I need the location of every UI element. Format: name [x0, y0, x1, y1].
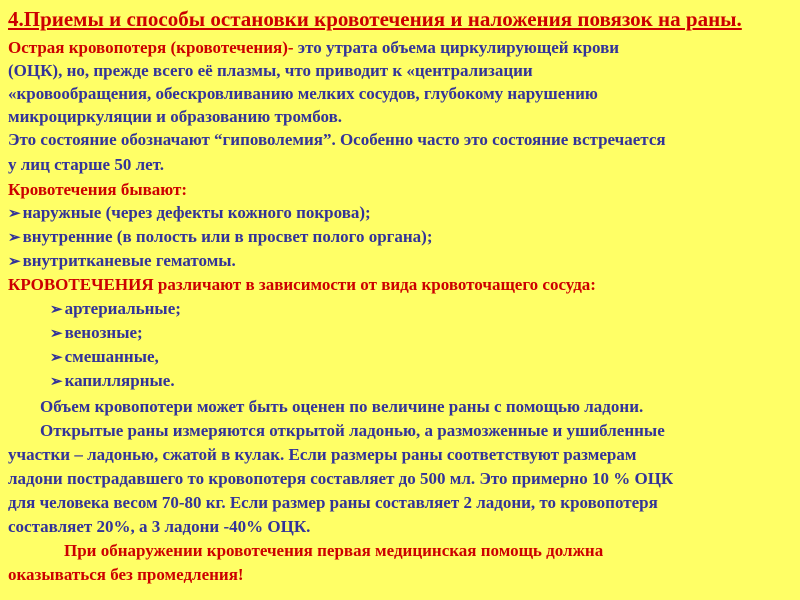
hypovolemia-line-1: Это состояние обозначают “гиповолемия”. Особенно часто это состояние встречается: [8, 130, 666, 149]
bleeding-type-item: [8, 227, 433, 248]
first-aid-line-1: При обнаружении кровотечения первая медицинская помощь должна: [64, 541, 604, 560]
vessel-types-heading-rest: в зависимости от вида кровоточащего сосуда:: [241, 275, 596, 294]
arrow-bullet-icon: ➢: [8, 254, 21, 270]
definition-term: Острая кровопотеря (кровотечения)-: [8, 38, 294, 57]
vessel-type-item: [50, 371, 175, 392]
vessel-type-item: [50, 323, 143, 344]
vessel-type-label: капиллярные.: [64, 371, 175, 390]
estimation-line-6: составляет 20%, а 3 ладони -40% ОЦК.: [8, 517, 311, 536]
bleeding-type-label: внутритканевые гематомы.: [22, 251, 236, 270]
vessel-types-heading-red: КРОВОТЕЧЕНИЯ различают: [8, 275, 242, 294]
estimation-line-3: участки – ладонью, сжатой в кулак. Если размеры раны соответствуют размерам: [8, 445, 637, 464]
first-aid-line-2: оказываться без промедления!: [8, 565, 244, 584]
definition-line-1: [8, 38, 619, 58]
vessel-type-label: смешанные,: [64, 347, 159, 366]
arrow-bullet-icon: ➢: [50, 302, 63, 318]
hypovolemia-line-2: у лиц старше 50 лет.: [8, 155, 164, 174]
estimation-line-4: ладони пострадавшего то кровопотеря составляет до 500 мл. Это примерно 10 % ОЦК: [8, 469, 674, 488]
arrow-bullet-icon: ➢: [50, 350, 63, 366]
slide-title: 4.Приемы и способы остановки кровотечения и наложения повязок на раны.: [8, 7, 742, 31]
arrow-bullet-icon: ➢: [50, 326, 63, 342]
estimation-line-5: для человека весом 70-80 кг. Если размер раны составляет 2 ладони, то кровопотеря: [8, 493, 658, 512]
arrow-bullet-icon: ➢: [8, 230, 21, 246]
bleeding-types-heading: Кровотечения бывают:: [8, 180, 188, 199]
vessel-type-item: [50, 299, 181, 320]
bleeding-type-item: [8, 203, 371, 224]
vessel-type-label: венозные;: [64, 323, 143, 342]
definition-text: это утрата объема циркулирующей крови: [293, 38, 620, 57]
arrow-bullet-icon: ➢: [8, 206, 21, 222]
definition-line-4: микроциркуляции и образованию тромбов.: [8, 107, 343, 126]
estimation-line-2: Открытые раны измеряются открытой ладонью, а размозженные и ушибленные: [40, 421, 665, 440]
arrow-bullet-icon: ➢: [50, 374, 63, 390]
vessel-type-label: артериальные;: [64, 299, 181, 318]
bleeding-type-label: наружные (через дефекты кожного покрова);: [22, 203, 371, 222]
vessel-types-heading: [8, 275, 596, 295]
bleeding-type-item: [8, 251, 236, 272]
estimation-line-1: Объем кровопотери может быть оценен по величине раны с помощью ладони.: [40, 397, 644, 416]
bleeding-type-label: внутренние (в полость или в просвет полого органа);: [22, 227, 433, 246]
definition-line-3: «кровообращения, обескровливанию мелких сосудов, глубокому нарушению: [8, 84, 598, 103]
vessel-type-item: [50, 347, 159, 368]
definition-line-2: (ОЦК), но, прежде всего её плазмы, что приводит к «централизации: [8, 61, 533, 80]
